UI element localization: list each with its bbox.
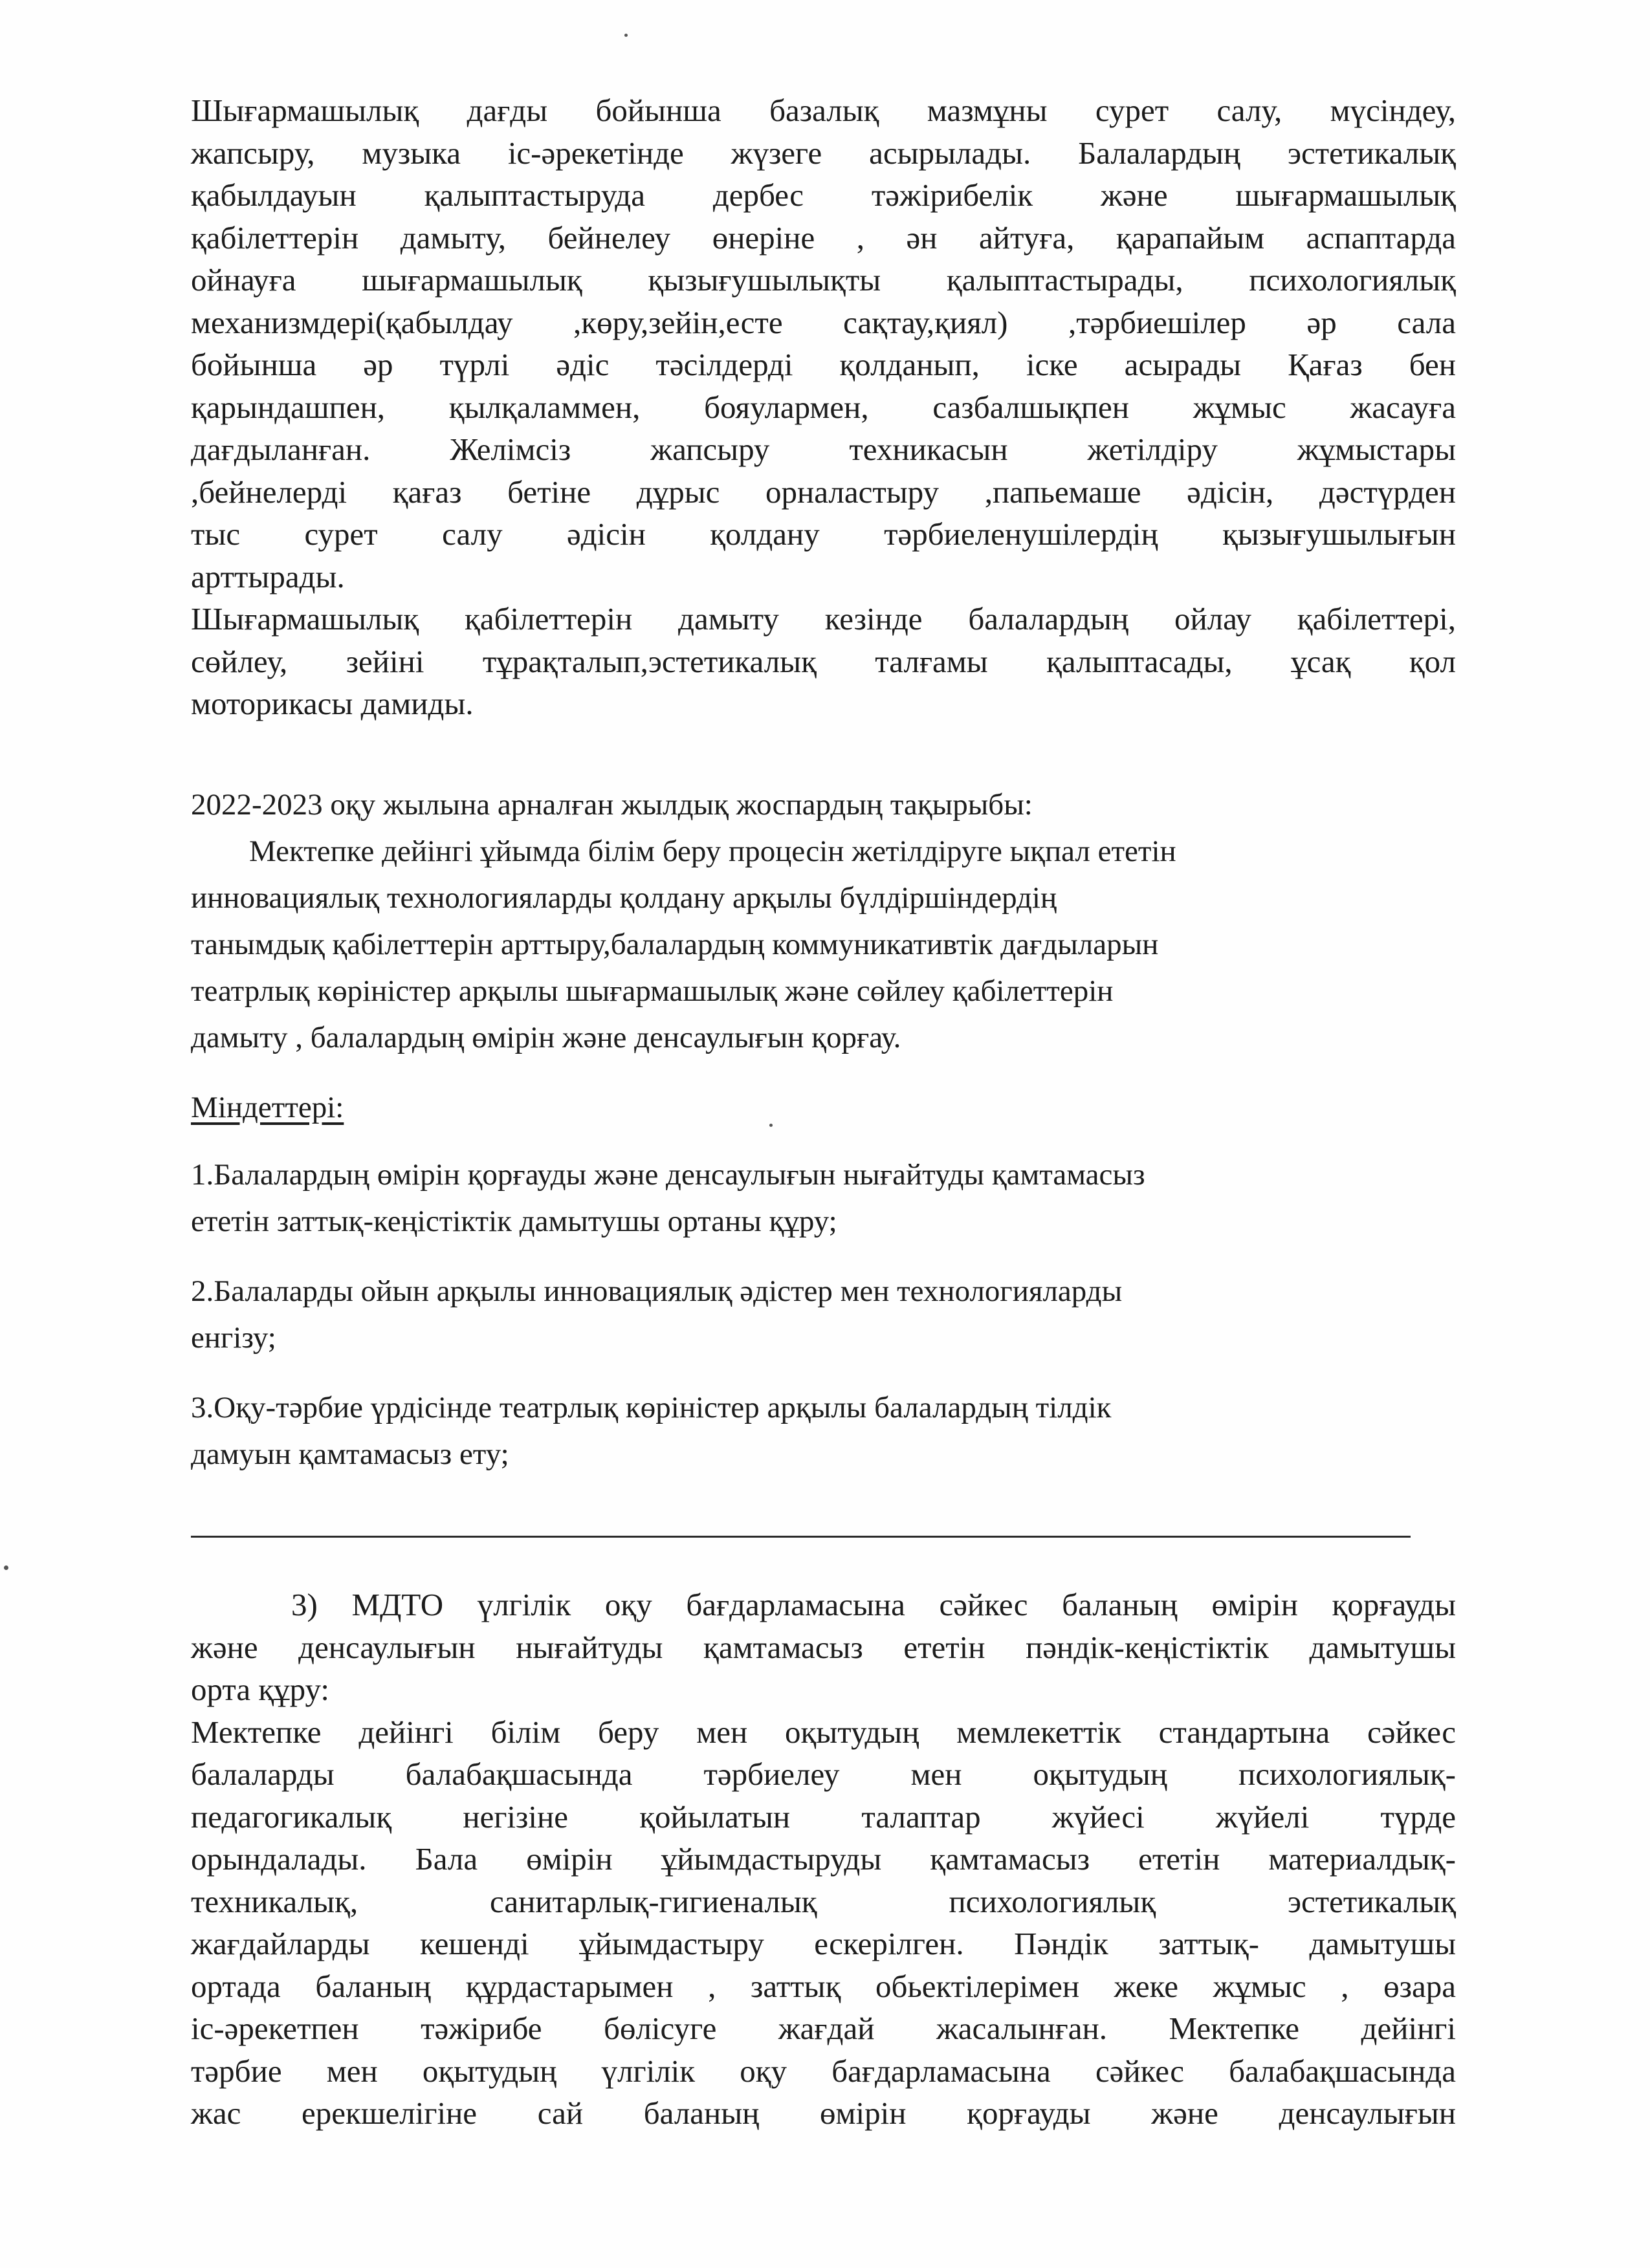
- text-line: 3) МДТО үлгілік оқу бағдарламасына сәйкес баланың өмірін қорғауды: [291, 1587, 1456, 1622]
- task-item: [191, 1268, 1420, 1361]
- text-line: іс-әрекетпен тәжірибе бөлісуге жағдай жасалынған. Мектепке дейінгі: [191, 2011, 1456, 2046]
- text-line: театрлық көріністер арқылы шығармашылық және сөйлеу қабілеттерін: [191, 974, 1114, 1008]
- text-line: инновациялық технологияларды қолдану арқылы бүлдіршіндердің: [191, 881, 1057, 915]
- scan-speck: [624, 34, 628, 37]
- text-line: қабілеттерін дамыту, бейнелеу өнеріне , ән айтуға, қарапайым аспаптарда: [191, 219, 1456, 256]
- text-line: жағдайларды кешенді ұйымдастыру ескерілген. Пәндік заттық- дамытушы: [191, 1926, 1456, 1961]
- section-3: [191, 1584, 1456, 2135]
- text-line: қарындашпен, қылқаламмен, бояулармен, сазбалшықпен жұмыс жасауға: [191, 389, 1456, 425]
- text-line: Мектепке дейінгі ұйымда білім беру процесін жетілдіруге ықпал ететін: [249, 834, 1176, 868]
- text-line: Шығармашылық қабілеттерін дамыту кезінде балалардың ойлау қабілеттері,: [191, 601, 1456, 637]
- text-line: ортада баланың құрдастарымен , заттық обьектілерімен жеке жұмыс , өзара: [191, 1968, 1456, 2004]
- text-line: жас ерекшелігіне сай баланың өмірін қорғауды және денсаулығын: [191, 2095, 1456, 2131]
- text-line: механизмдері(қабылдау ,көру,зейін,есте сақтау,қиял) ,тәрбиешілер әр сала: [191, 304, 1456, 340]
- text-line: ойнауға шығармашылық қызығушылықты қалыптастырады, психологиялық: [191, 262, 1456, 298]
- plan-heading: 2022-2023 оқу жылына арналған жылдық жоспардың тақырыбы:: [191, 788, 1033, 822]
- scan-speck: [4, 1565, 8, 1570]
- text-line: орта құру:: [191, 1672, 329, 1707]
- text-line: моторикасы дамиды.: [191, 686, 474, 721]
- text-line: дамуын қамтамасыз ету;: [191, 1437, 509, 1471]
- text-line: 1.Балалардың өмірін қорғауды және денсаулығын нығайтуды қамтамасыз: [191, 1158, 1145, 1192]
- text-line: танымдық қабілеттерін арттыру,балалардың коммуникативтік дағдыларын: [191, 928, 1159, 961]
- tasks-title: Міндеттері:: [191, 1091, 344, 1124]
- text-line: арттырады.: [191, 558, 345, 594]
- text-line: 3.Оқу-тәрбие үрдісінде театрлық көріністер арқылы балалардың тілдік: [191, 1391, 1112, 1424]
- task-item: [191, 1384, 1420, 1477]
- text-line: 2.Балаларды ойын арқылы инновациялық әдістер мен технологияларды: [191, 1274, 1123, 1308]
- text-line: дамыту , балалардың өмірін және денсаулығын қорғау.: [191, 1021, 901, 1054]
- text-line: сөйлеу, зейіні тұрақталып,эстетикалық талғамы қалыптасады, ұсақ қол: [191, 643, 1456, 679]
- text-line: балаларды балабақшасында тәрбиелеу мен оқытудың психологиялық-: [191, 1756, 1456, 1792]
- text-line: және денсаулығын нығайтуды қамтамасыз ететін пәндік-кеңістіктік дамытушы: [191, 1629, 1456, 1665]
- horizontal-divider: [191, 1536, 1411, 1538]
- text-line: педагогикалық негізіне қойылатын талаптар жүйесі жүйелі түрде: [191, 1798, 1456, 1835]
- text-line: енгізу;: [191, 1321, 276, 1355]
- text-line: бойынша әр түрлі әдіс тәсілдерді қолданып, іске асырады Қағаз бен: [191, 347, 1456, 382]
- annual-plan: [191, 781, 1459, 1061]
- text-line: жапсыру, музыка іс-әрекетінде жүзеге асырылады. Балалардың эстетикалық: [191, 135, 1456, 171]
- text-line: орындалады. Бала өмірін ұйымдастыруды қамтамасыз ететін материалдық-: [191, 1841, 1456, 1877]
- text-line: Шығармашылық дағды бойынша базалық мазмұны сурет салу, мүсіндеу,: [191, 93, 1456, 128]
- text-line: ететін заттық-кеңістіктік дамытушы ортаны құру;: [191, 1205, 837, 1238]
- text-line: дағдыланған. Желімсіз жапсыру техникасын жетілдіру жұмыстары: [191, 431, 1456, 467]
- text-line: Мектепке дейінгі білім беру мен оқытудың мемлекеттік стандартына сәйкес: [191, 1714, 1456, 1750]
- task-item: [191, 1151, 1420, 1245]
- text-line: тәрбие мен оқытудың үлгілік оқу бағдарламасына сәйкес балабақшасында: [191, 2053, 1456, 2089]
- text-line: ,бейнелерді қағаз бетіне дұрыс орналастыру ,папьемаше әдісін, дәстүрден: [191, 474, 1456, 510]
- text-line: қабылдауын қалыптастыруда дербес тәжірибелік және шығармашылық: [191, 177, 1456, 213]
- intro-paragraph: [191, 89, 1456, 725]
- text-line: техникалық, санитарлық-гигиеналық психологиялық эстетикалық: [191, 1883, 1456, 1919]
- text-line: тыс сурет салу әдісін қолдану тәрбиеленушілердің қызығушылығын: [191, 516, 1456, 552]
